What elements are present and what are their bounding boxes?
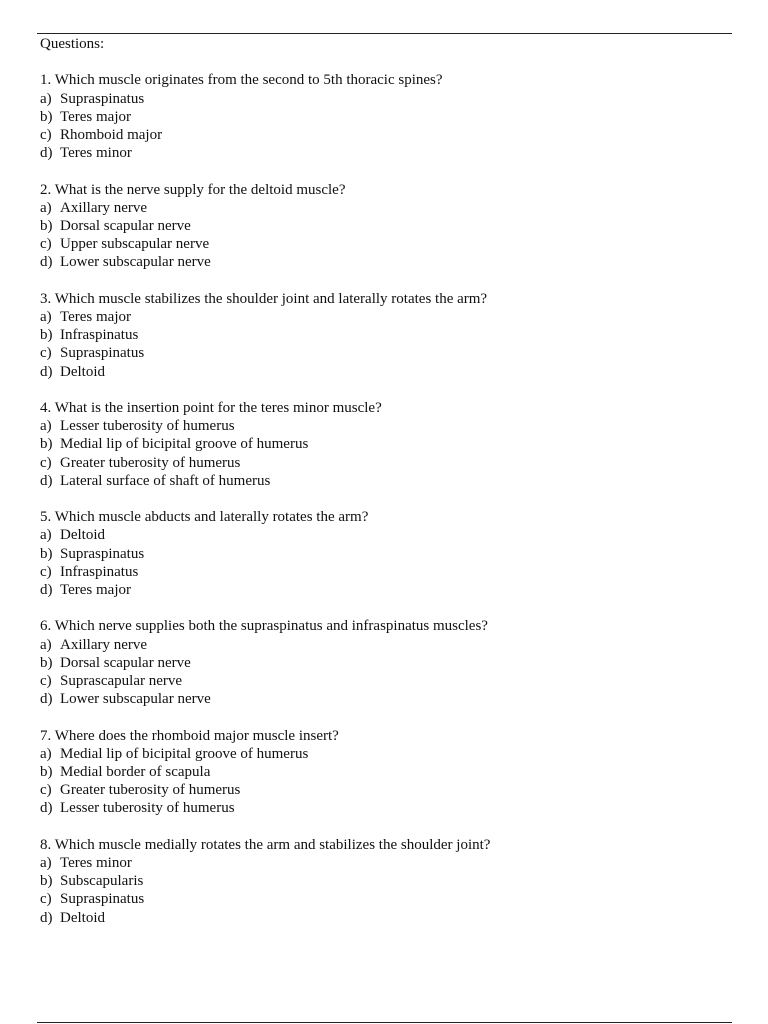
answer-option [40, 745, 730, 763]
option-text: Dorsal scapular nerve [60, 654, 191, 671]
option-text: Lateral surface of shaft of humerus [60, 472, 271, 489]
option-letter: d) [40, 800, 53, 817]
option-letter: b) [40, 218, 53, 234]
answer-option [40, 344, 730, 362]
answer-option [40, 144, 730, 162]
answer-option [40, 763, 730, 781]
answer-option [40, 872, 730, 890]
option-text: Deltoid [60, 527, 105, 544]
question-text: 1. Which muscle originates from the second to 5th thoracic spines? [40, 72, 443, 89]
option-text: Deltoid [60, 909, 105, 926]
answer-option [40, 563, 730, 581]
option-text: Subscapularis [60, 873, 144, 890]
question-3 [40, 290, 730, 381]
top-rule [37, 33, 732, 34]
page-heading: Questions: [40, 36, 105, 52]
option-text: Lower subscapular nerve [60, 254, 211, 271]
answer-option [40, 126, 730, 144]
option-letter: b) [40, 873, 53, 890]
answer-option [40, 909, 730, 927]
option-text: Deltoid [60, 363, 105, 380]
option-letter: c) [40, 236, 52, 253]
answer-option [40, 690, 730, 708]
question-text: 3. Which muscle stabilizes the shoulder joint and laterally rotates the arm? [40, 290, 488, 307]
answer-option [40, 253, 730, 271]
option-letter: a) [40, 855, 52, 872]
option-letter: a) [40, 199, 52, 216]
option-text: Teres major [60, 582, 132, 599]
option-letter: c) [40, 782, 52, 799]
answer-option [40, 199, 730, 217]
question-5 [40, 508, 730, 599]
option-letter: b) [40, 545, 53, 562]
option-text: Lesser tuberosity of humerus [60, 418, 235, 435]
option-letter: a) [40, 527, 52, 544]
answer-option [40, 654, 730, 672]
option-text: Lesser tuberosity of humerus [60, 800, 235, 817]
option-letter: a) [40, 309, 52, 325]
option-text: Supraspinatus [60, 90, 145, 107]
option-letter: d) [40, 691, 53, 708]
option-letter: a) [40, 745, 52, 762]
question-text: 7. Where does the rhomboid major muscle insert? [40, 727, 339, 744]
answer-option [40, 435, 730, 453]
option-letter: d) [40, 363, 53, 380]
option-letter: b) [40, 654, 53, 671]
option-letter: c) [40, 563, 52, 580]
option-letter: b) [40, 764, 53, 781]
answer-option [40, 799, 730, 817]
question-text: 2. What is the nerve supply for the deltoid muscle? [40, 181, 346, 198]
question-2 [40, 181, 730, 272]
option-letter: d) [40, 145, 53, 162]
option-letter: c) [40, 454, 52, 471]
option-text: Supraspinatus [60, 345, 145, 362]
option-text: Infraspinatus [60, 327, 139, 344]
option-text: Teres minor [60, 855, 132, 872]
option-text: Teres major [60, 108, 132, 125]
option-letter: d) [40, 909, 53, 926]
option-letter: c) [40, 891, 52, 908]
option-text: Medial lip of bicipital groove of humerus [60, 436, 309, 453]
question-6 [40, 617, 730, 708]
option-letter: a) [40, 418, 52, 435]
option-text: Dorsal scapular nerve [60, 218, 191, 234]
document-body [40, 35, 730, 927]
question-text: 8. Which muscle medially rotates the arm and stabilizes the shoulder joint? [40, 836, 491, 853]
option-letter: c) [40, 127, 52, 143]
question-7 [40, 727, 730, 818]
answer-option [40, 854, 730, 872]
option-text: Upper subscapular nerve [60, 236, 210, 253]
option-letter: b) [40, 108, 53, 125]
option-text: Greater tuberosity of humerus [60, 782, 241, 799]
answer-option [40, 472, 730, 490]
option-text: Rhomboid major [60, 127, 163, 143]
option-text: Suprascapular nerve [60, 673, 183, 690]
option-letter: d) [40, 582, 53, 599]
answer-option [40, 90, 730, 108]
question-8 [40, 836, 730, 927]
option-text: Lower subscapular nerve [60, 691, 211, 708]
option-text: Axillary nerve [60, 199, 148, 216]
answer-option [40, 363, 730, 381]
option-text: Teres major [60, 309, 132, 325]
option-letter: b) [40, 327, 53, 344]
answer-option [40, 108, 730, 126]
question-text: 4. What is the insertion point for the teres minor muscle? [40, 400, 382, 416]
answer-option [40, 781, 730, 799]
option-letter: d) [40, 254, 53, 271]
option-letter: a) [40, 90, 52, 107]
option-text: Medial border of scapula [60, 764, 211, 781]
option-text: Medial lip of bicipital groove of humerus [60, 745, 309, 762]
answer-option [40, 417, 730, 435]
option-text: Infraspinatus [60, 563, 139, 580]
option-letter: d) [40, 472, 53, 489]
answer-option [40, 217, 730, 235]
answer-option [40, 326, 730, 344]
option-text: Teres minor [60, 145, 132, 162]
answer-option [40, 545, 730, 563]
option-letter: c) [40, 673, 52, 690]
question-text: 5. Which muscle abducts and laterally rotates the arm? [40, 509, 369, 526]
answer-option [40, 454, 730, 472]
bottom-rule [37, 1022, 732, 1023]
question-1 [40, 71, 730, 162]
option-letter: a) [40, 636, 52, 653]
option-text: Supraspinatus [60, 891, 145, 908]
answer-option [40, 235, 730, 253]
answer-option [40, 636, 730, 654]
option-letter: c) [40, 345, 52, 362]
option-text: Axillary nerve [60, 636, 148, 653]
question-4 [40, 399, 730, 490]
answer-option [40, 890, 730, 908]
answer-option [40, 672, 730, 690]
answer-option [40, 308, 730, 326]
answer-option [40, 581, 730, 599]
option-letter: b) [40, 436, 53, 453]
question-text: 6. Which nerve supplies both the supraspinatus and infraspinatus muscles? [40, 618, 488, 635]
option-text: Supraspinatus [60, 545, 145, 562]
answer-option [40, 526, 730, 544]
option-text: Greater tuberosity of humerus [60, 454, 241, 471]
